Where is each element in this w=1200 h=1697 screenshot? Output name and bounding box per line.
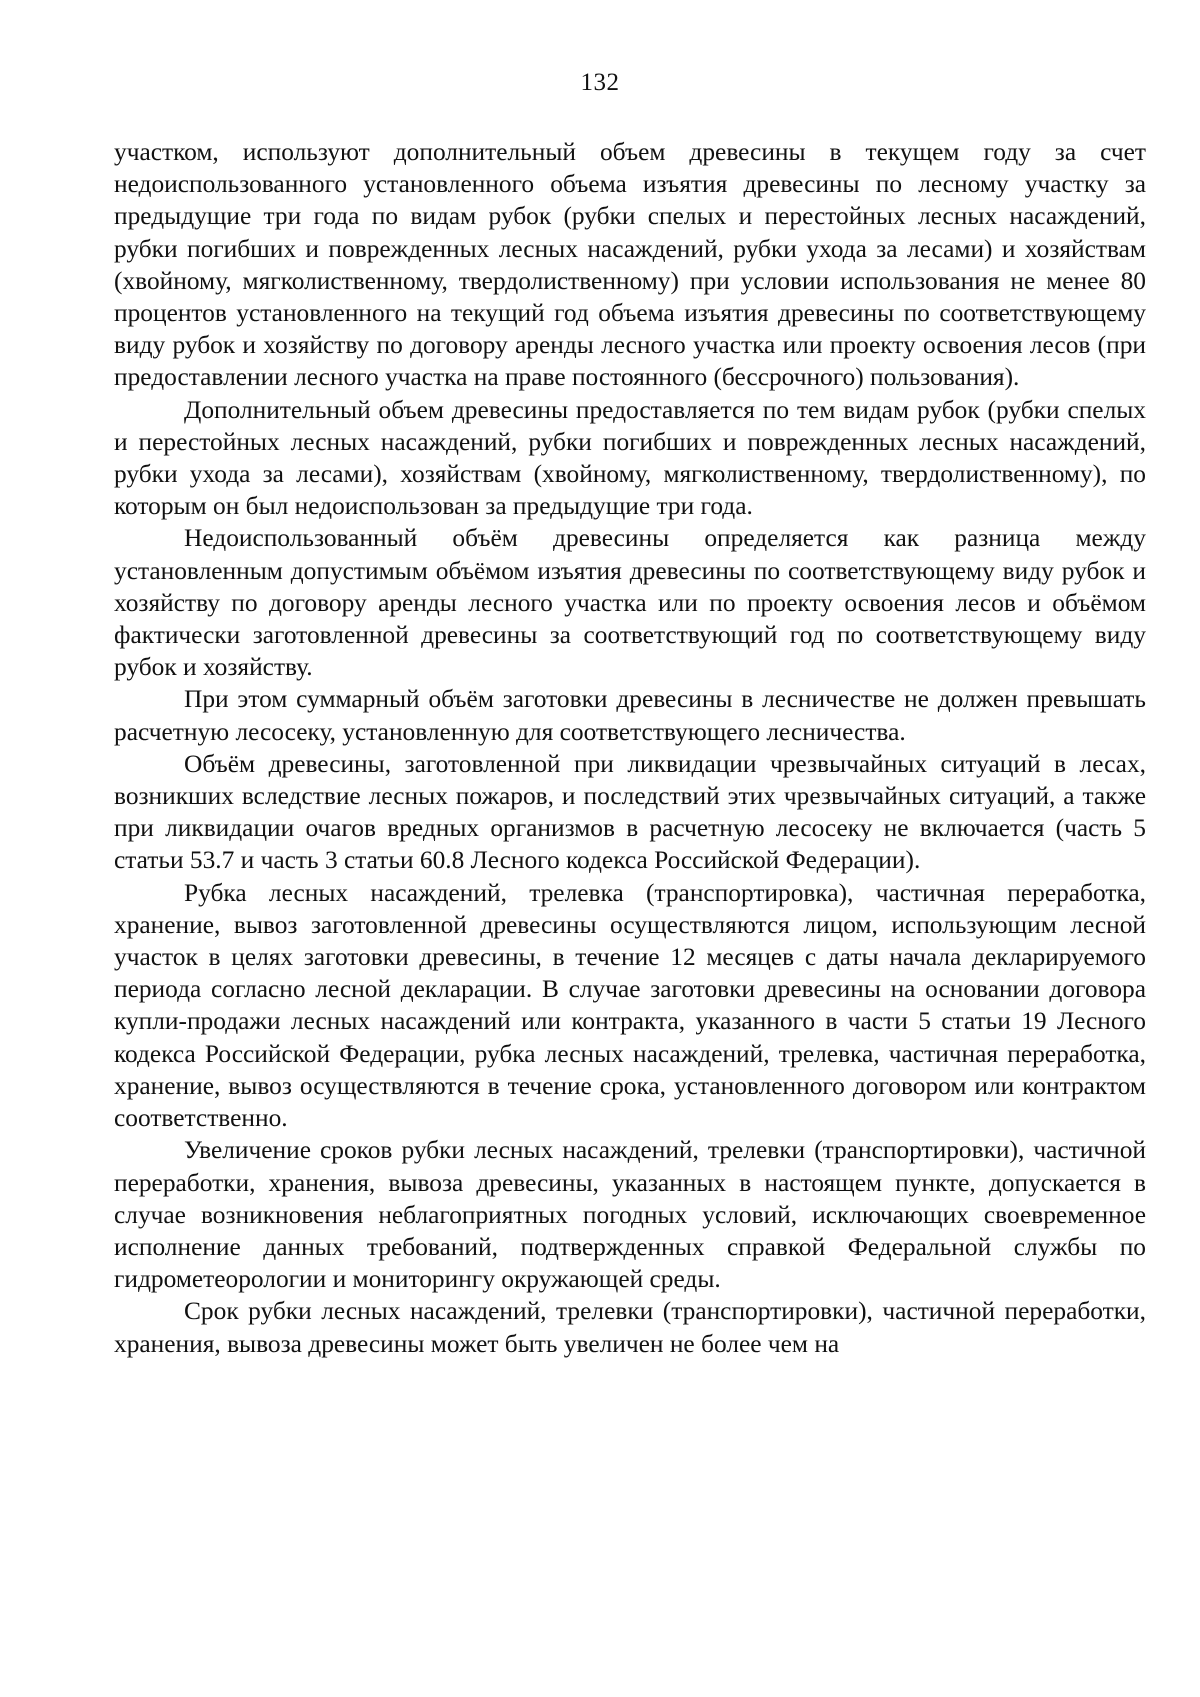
document-body: [114, 136, 1146, 1360]
paragraph-6: Рубка лесных насаждений, трелевка (транспортировка), частичная переработка, хранение, вывоз заготовленной древесины осуществляются лицом, использующим лесной участок в целях заготовки древесины, в течение 12 месяцев с даты начала декларируемого периода согласно лесной декларации. В случае заготовки древесины на основании договора купли-продажи лесных насаждений или контракта, указанного в части 5 статьи 19 Лесного кодекса Российской Федерации, рубка лесных насаждений, трелевка, частичная переработка, хранение, вывоз осуществляются в течение срока, установленного договором или контрактом соответственно.: [114, 878, 1146, 1133]
paragraph-4: При этом суммарный объём заготовки древесины в лесничестве не должен превышать расчетную лесосеку, установленную для соответствующего лесничества.: [114, 685, 1146, 746]
page-number: 132: [580, 69, 620, 96]
paragraph-5: Объём древесины, заготовленной при ликвидации чрезвычайных ситуаций в лесах, возникших вследствие лесных пожаров, и последствий этих чрезвычайных ситуаций, а также при ликвидации очагов вредных организмов в расчетную лесосеку не включается (часть 5 статьи 53.7 и часть 3 статьи 60.8 Лесного кодекса Российской Федерации).: [114, 749, 1146, 875]
paragraph-2: Дополнительный объем древесины предоставляется по тем видам рубок (рубки спелых и перестойных лесных насаждений, рубки погибших и поврежденных лесных насаждений, рубки ухода за лесами), хозяйствам (хвойному, мягколиственному, твердолиственному), по которым он был недоиспользован за предыдущие три года.: [114, 395, 1146, 521]
paragraph-8: Срок рубки лесных насаждений, трелевки (транспортировки), частичной переработки, хранения, вывоза древесины может быть увеличен не более чем на: [114, 1297, 1146, 1358]
paragraph-3: Недоиспользованный объём древесины определяется как разница между установленным допустимым объёмом изъятия древесины по соответствующему виду рубок и хозяйству по договору аренды лесного участка или по проекту освоения лесов и объёмом фактически заготовленной древесины за соответствующий год по соответствующему виду рубок и хозяйству.: [114, 524, 1146, 682]
paragraph-7: Увеличение сроков рубки лесных насаждений, трелевки (транспортировки), частичной переработки, хранения, вывоза древесины, указанных в настоящем пункте, допускается в случае возникновения неблагоприятных погодных условий, исключающих своевременное исполнение данных требований, подтвержденных справкой Федеральной службы по гидрометеорологии и мониторингу окружающей среды.: [114, 1136, 1146, 1294]
paragraph-1: участком, используют дополнительный объем древесины в текущем году за счет недоиспользованного установленного объема изъятия древесины по лесному участку за предыдущие три года по видам рубок (рубки спелых и перестойных лесных насаждений, рубки погибших и поврежденных лесных насаждений, рубки ухода за лесами) и хозяйствам (хвойному, мягколиственному, твердолиственному) при условии использования не менее 80 процентов установленного на текущий год объема изъятия древесины по соответствующему виду рубок и хозяйству по договору аренды лесного участка или проекту освоения лесов (при предоставлении лесного участка на праве постоянного (бессрочного) пользования).: [114, 138, 1146, 392]
